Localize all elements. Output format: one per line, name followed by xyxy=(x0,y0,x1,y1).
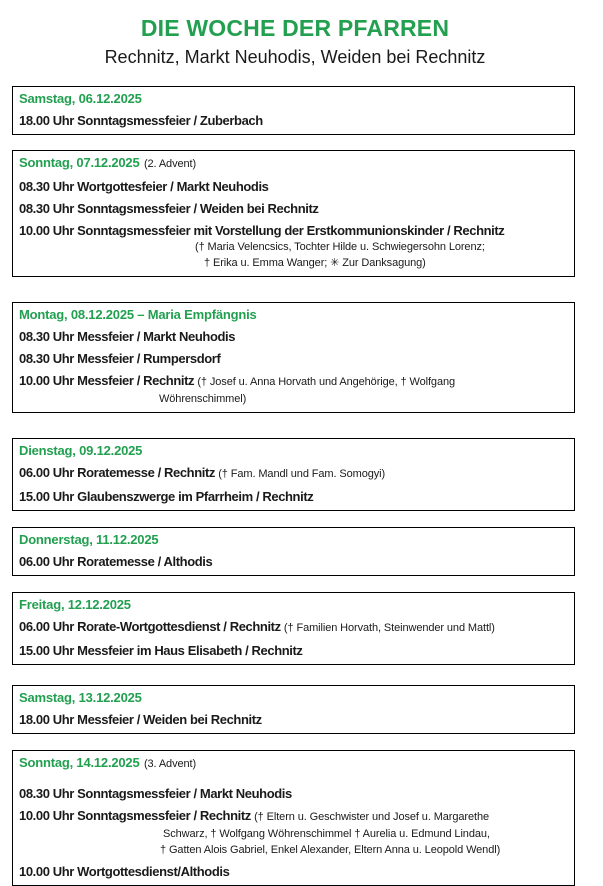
page-title: DIE WOCHE DER PFARREN xyxy=(140,15,450,41)
entry-intention-text: († Fam. Mandl und Fam. Somogyi) xyxy=(218,468,386,480)
schedule-entry xyxy=(19,786,568,801)
entry-intention-text: († Josef u. Anna Horvath und Angehörige, † Wolfgang xyxy=(197,376,455,388)
day-section xyxy=(12,750,575,886)
entry-text: 10.00 Uhr Messfeier / Rechnitz xyxy=(19,373,198,388)
entry-text: 15.00 Uhr Glaubenszwerge im Pfarrheim / Rechnitz xyxy=(19,489,314,504)
day-section xyxy=(12,592,575,665)
day-header-line xyxy=(19,443,568,458)
day-header: Samstag, 06.12.2025 xyxy=(19,91,142,106)
schedule-entry-note xyxy=(19,826,568,841)
schedule-entry-note xyxy=(19,239,568,254)
entry-text: 06.00 Uhr Roratemesse / Rechnitz xyxy=(19,465,219,480)
entry-text: 10.00 Uhr Wortgottesdienst/Althodis xyxy=(19,864,230,879)
schedule-entry xyxy=(19,223,568,238)
schedule-entry-note xyxy=(19,255,568,270)
schedule-entry xyxy=(19,201,568,216)
day-header: Freitag, 12.12.2025 xyxy=(19,597,131,612)
day-section xyxy=(12,150,575,277)
day-section xyxy=(12,302,575,413)
schedule-entry xyxy=(19,113,568,128)
schedule-entry-note xyxy=(19,842,568,857)
day-section xyxy=(12,527,575,576)
schedule-entry xyxy=(19,808,568,825)
entry-text: 08.30 Uhr Wortgottesfeier / Markt Neuhodis xyxy=(19,179,269,194)
schedule-entry xyxy=(19,373,568,390)
sections xyxy=(12,86,575,886)
schedule-entry xyxy=(19,489,568,504)
day-header-line xyxy=(19,91,568,106)
day-header-line xyxy=(19,597,568,612)
entry-text: 15.00 Uhr Messfeier im Haus Elisabeth / Rechnitz xyxy=(19,643,303,658)
day-header: Donnerstag, 11.12.2025 xyxy=(19,532,159,547)
schedule-entry xyxy=(19,351,568,366)
entry-text: 06.00 Uhr Roratemesse / Althodis xyxy=(19,554,213,569)
entry-text: 06.00 Uhr Rorate-Wortgottesdienst / Rechnitz xyxy=(19,619,284,634)
schedule-entry xyxy=(19,179,568,194)
day-header-line xyxy=(19,532,568,547)
entry-text: 08.30 Uhr Messfeier / Rumpersdorf xyxy=(19,351,221,366)
day-header: Sonntag, 14.12.2025 xyxy=(19,755,140,770)
schedule-entry xyxy=(19,643,568,658)
schedule-entry xyxy=(19,329,568,344)
day-header: Montag, 08.12.2025 – Maria Empfängnis xyxy=(19,307,257,322)
day-section xyxy=(12,86,575,135)
entry-intention-text: († Familien Horvath, Steinwender und Mattl) xyxy=(283,622,495,634)
day-section xyxy=(12,685,575,734)
entry-intention-text: † Gatten Alois Gabriel, Enkel Alexander, Eltern Anna u. Leopold Wendl) xyxy=(160,844,501,856)
schedule-entry xyxy=(19,465,568,482)
day-header-line xyxy=(19,755,568,772)
day-header: Dienstag, 09.12.2025 xyxy=(19,443,143,458)
entry-text: 18.00 Uhr Messfeier / Weiden bei Rechnitz xyxy=(19,712,262,727)
schedule-entry-note xyxy=(19,391,568,406)
day-header-line xyxy=(19,155,568,172)
entry-text: 08.30 Uhr Messfeier / Markt Neuhodis xyxy=(19,329,236,344)
day-suffix: (3. Advent) xyxy=(143,758,197,770)
schedule-entry xyxy=(19,712,568,727)
entry-intention-text: Schwarz, † Wolfgang Wöhrenschimmel † Aurelia u. Edmund Lindau, xyxy=(163,828,490,840)
entry-text: 18.00 Uhr Sonntagsmessfeier / Zuberbach xyxy=(19,113,263,128)
day-header-line xyxy=(19,690,568,705)
schedule-entry xyxy=(19,864,568,879)
schedule-entry xyxy=(19,619,568,636)
entry-text: 10.00 Uhr Sonntagsmessfeier / Rechnitz xyxy=(19,808,255,823)
entry-text: 08.30 Uhr Sonntagsmessfeier / Weiden bei Rechnitz xyxy=(19,201,319,216)
entry-intention-text: Wöhrenschimmel) xyxy=(159,393,247,405)
entry-intention-text: † Erika u. Emma Wanger; ✳ Zur Danksagung) xyxy=(204,257,426,269)
page-subtitle: Rechnitz, Markt Neuhodis, Weiden bei Rechnitz xyxy=(104,47,486,67)
entry-intention-text: († Eltern u. Geschwister und Josef u. Margarethe xyxy=(254,811,489,823)
page-header xyxy=(0,14,590,70)
entry-intention-text: († Maria Velencsics, Tochter Hilde u. Schwiegersohn Lorenz; xyxy=(195,241,485,253)
entry-text: 10.00 Uhr Sonntagsmessfeier mit Vorstellung der Erstkommunionskinder / Rechnitz xyxy=(19,223,505,238)
entry-text: 08.30 Uhr Sonntagsmessfeier / Markt Neuhodis xyxy=(19,786,292,801)
day-header-line xyxy=(19,307,568,322)
day-header: Samstag, 13.12.2025 xyxy=(19,690,142,705)
schedule-entry xyxy=(19,554,568,569)
day-suffix: (2. Advent) xyxy=(143,158,197,170)
day-header: Sonntag, 07.12.2025 xyxy=(19,155,140,170)
day-section xyxy=(12,438,575,511)
